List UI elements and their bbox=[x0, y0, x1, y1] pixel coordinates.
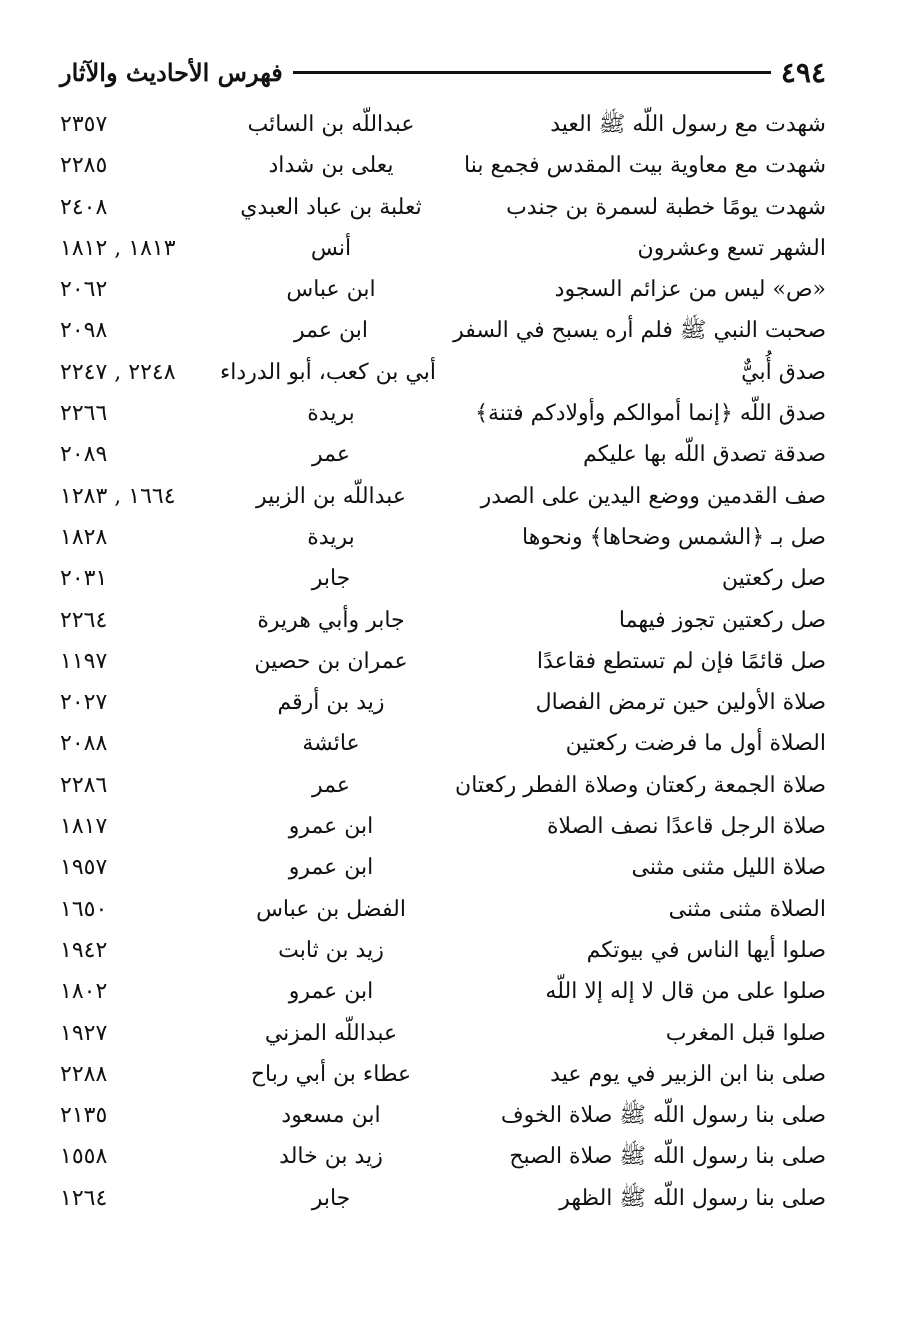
reference-number: ٢٠٣١ bbox=[60, 566, 108, 592]
hadith-text: الصلاة أول ما فرضت ركعتين bbox=[565, 731, 826, 757]
hadith-text: صلى بنا رسول اللّه ﷺ صلاة الخوف bbox=[500, 1103, 826, 1129]
narrator-name: جابر bbox=[311, 566, 351, 592]
reference-number: ١٨٠٢ bbox=[60, 979, 108, 1005]
narrator-name: جابر وأبي هريرة bbox=[257, 607, 405, 633]
narrator-name: ابن مسعود bbox=[281, 1103, 381, 1129]
index-row bbox=[60, 765, 826, 806]
reference-number: ١٦٥٠ bbox=[60, 896, 108, 922]
reference-number: ١٢٦٤ bbox=[60, 1185, 108, 1211]
index-row bbox=[60, 1054, 826, 1095]
index-row bbox=[60, 600, 826, 641]
reference-number: ١٥٥٨ bbox=[60, 1144, 108, 1170]
reference-number: ١٩٢٧ bbox=[60, 1020, 108, 1046]
reference-number: ١٨٢٨ bbox=[60, 524, 108, 550]
narrator-name: عبداللّه بن السائب bbox=[247, 112, 415, 137]
reference-number: ٢٤٠٨ bbox=[60, 194, 108, 220]
narrator-name: الفضل بن عباس bbox=[256, 896, 406, 922]
index-row bbox=[60, 930, 826, 971]
narrator-name: عمر bbox=[312, 772, 350, 798]
index-row bbox=[60, 971, 826, 1012]
index-row bbox=[60, 352, 826, 393]
hadith-text: صل ركعتين bbox=[721, 566, 826, 592]
index-row bbox=[60, 806, 826, 847]
hadith-text: صلوا على من قال لا إله إلا اللّه bbox=[545, 979, 826, 1005]
index-row bbox=[60, 145, 826, 186]
reference-number: ١٩٥٧ bbox=[60, 855, 108, 881]
narrator-name: ثعلبة بن عباد العبدي bbox=[240, 194, 422, 220]
narrator-name: ابن عمر bbox=[294, 318, 368, 344]
hadith-text: صل ركعتين تجوز فيهما bbox=[618, 607, 826, 633]
reference-number: ٢٢٦٦ bbox=[60, 401, 108, 427]
hadith-text: صلاة الأولين حين ترمض الفصال bbox=[535, 690, 826, 716]
hadith-text: «ص» ليس من عزائم السجود bbox=[554, 277, 826, 303]
hadith-index-list bbox=[60, 104, 826, 1219]
index-row bbox=[60, 1136, 826, 1177]
reference-number: ٢٠٢٧ bbox=[60, 690, 108, 716]
reference-number: ٢٠٩٨ bbox=[60, 318, 108, 344]
index-row bbox=[60, 476, 826, 517]
narrator-name: أنس bbox=[310, 235, 352, 261]
narrator-name: جابر bbox=[311, 1185, 351, 1211]
hadith-text: صلاة الجمعة ركعتان وصلاة الفطر ركعتان bbox=[455, 772, 826, 798]
hadith-text: صلوا أيها الناس في بيوتكم bbox=[586, 937, 826, 963]
narrator-name: ابن عباس bbox=[286, 277, 376, 303]
hadith-text: صلاة الرجل قاعدًا نصف الصلاة bbox=[546, 814, 826, 840]
index-row bbox=[60, 517, 826, 558]
hadith-text: صلاة الليل مثنى مثنى bbox=[631, 855, 826, 881]
narrator-name: بريدة bbox=[307, 401, 355, 427]
reference-number: ١٩٤٢ bbox=[60, 937, 108, 963]
header-rule bbox=[293, 71, 771, 74]
index-row bbox=[60, 847, 826, 888]
index-row bbox=[60, 393, 826, 434]
hadith-text: شهدت يومًا خطبة لسمرة بن جندب bbox=[506, 194, 826, 220]
hadith-text: صلوا قبل المغرب bbox=[665, 1020, 826, 1046]
hadith-text: صل بـ ﴿الشمس وضحاها﴾ ونحوها bbox=[521, 524, 826, 550]
hadith-text: صدق أُبيٌّ bbox=[741, 359, 826, 385]
index-row bbox=[60, 434, 826, 475]
index-row bbox=[60, 723, 826, 764]
narrator-name: أبي بن كعب، أبو الدرداء bbox=[219, 359, 436, 385]
page-header bbox=[60, 52, 826, 92]
reference-number: ٢٢٨٦ bbox=[60, 772, 108, 798]
page-title: فهرس الأحاديث والآثار bbox=[60, 57, 283, 87]
narrator-name: عبداللّه المزني bbox=[264, 1020, 398, 1046]
narrator-name: ابن عمرو bbox=[288, 814, 374, 840]
index-row bbox=[60, 310, 826, 351]
hadith-text: شهدت مع رسول اللّه ﷺ العيد bbox=[550, 112, 826, 137]
narrator-name: بريدة bbox=[307, 524, 355, 550]
reference-number: ٢٠٨٨ bbox=[60, 731, 108, 757]
index-row bbox=[60, 1178, 826, 1219]
index-row bbox=[60, 1095, 826, 1136]
hadith-text: صلى بنا ابن الزبير في يوم عيد bbox=[550, 1061, 826, 1087]
index-row bbox=[60, 228, 826, 269]
reference-number: ٢٢٤٨ , ٢٢٤٧ bbox=[60, 359, 176, 385]
narrator-name: عبداللّه بن الزبير bbox=[256, 483, 406, 509]
narrator-name: زيد بن خالد bbox=[279, 1144, 383, 1170]
hadith-text: شهدت مع معاوية بيت المقدس فجمع بنا bbox=[464, 153, 826, 179]
index-row bbox=[60, 641, 826, 682]
reference-number: ١١٩٧ bbox=[60, 648, 108, 674]
narrator-name: عائشة bbox=[302, 731, 360, 757]
narrator-name: عطاء بن أبي رباح bbox=[250, 1061, 412, 1087]
reference-number: ٢٠٨٩ bbox=[60, 442, 108, 468]
index-row bbox=[60, 104, 826, 145]
index-row bbox=[60, 558, 826, 599]
narrator-name: زيد بن ثابت bbox=[278, 937, 384, 963]
reference-number: ٢١٣٥ bbox=[60, 1103, 108, 1129]
reference-number: ١٦٦٤ , ١٢٨٣ bbox=[60, 483, 176, 509]
narrator-name: ابن عمرو bbox=[288, 855, 374, 881]
reference-number: ١٨١٣ , ١٨١٢ bbox=[60, 235, 176, 261]
reference-number: ٢٢٨٨ bbox=[60, 1061, 108, 1087]
hadith-text: صلى بنا رسول اللّه ﷺ صلاة الصبح bbox=[509, 1144, 826, 1170]
hadith-text: الصلاة مثنى مثنى bbox=[668, 896, 826, 922]
narrator-name: زيد بن أرقم bbox=[277, 690, 385, 716]
reference-number: ٢٣٥٧ bbox=[60, 112, 108, 137]
index-row bbox=[60, 269, 826, 310]
hadith-text: صف القدمين ووضع اليدين على الصدر bbox=[480, 483, 826, 509]
hadith-text: صحبت النبي ﷺ فلم أره يسبح في السفر bbox=[453, 318, 826, 344]
narrator-name: يعلى بن شداد bbox=[268, 153, 394, 179]
hadith-text: صل قائمًا فإن لم تستطع فقاعدًا bbox=[536, 648, 826, 674]
reference-number: ١٨١٧ bbox=[60, 814, 108, 840]
hadith-text: الشهر تسع وعشرون bbox=[637, 235, 826, 261]
index-row bbox=[60, 889, 826, 930]
hadith-text: صدق اللّه ﴿إنما أموالكم وأولادكم فتنة﴾ bbox=[475, 401, 826, 427]
reference-number: ٢٠٦٢ bbox=[60, 277, 108, 303]
index-row bbox=[60, 187, 826, 228]
reference-number: ٢٢٨٥ bbox=[60, 153, 108, 179]
hadith-text: صلى بنا رسول اللّه ﷺ الظهر bbox=[559, 1185, 826, 1211]
index-row bbox=[60, 682, 826, 723]
hadith-text: صدقة تصدق اللّه بها عليكم bbox=[582, 442, 826, 468]
reference-number: ٢٢٦٤ bbox=[60, 607, 108, 633]
narrator-name: عمر bbox=[312, 442, 350, 468]
narrator-name: عمران بن حصين bbox=[254, 648, 408, 674]
narrator-name: ابن عمرو bbox=[288, 979, 374, 1005]
page-number: ٤٩٤ bbox=[780, 55, 826, 89]
index-row bbox=[60, 1013, 826, 1054]
